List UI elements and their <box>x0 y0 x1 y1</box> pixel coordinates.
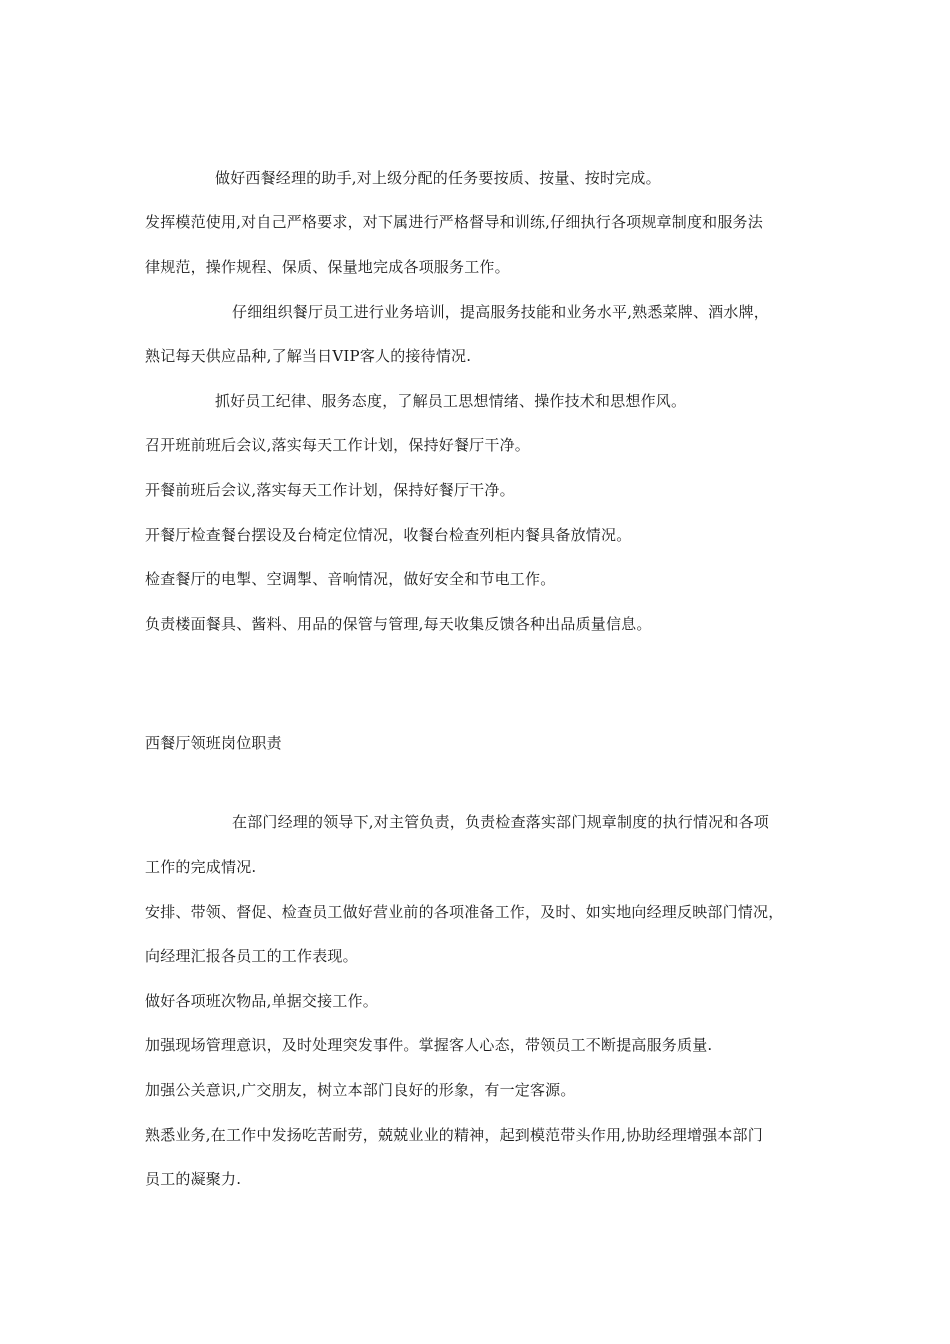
duty-line-8: 开餐前班后会议,落实每天工作计划，保持好餐厅干净。 <box>145 481 515 499</box>
duty-line-1: 做好西餐经理的助手,对上级分配的任务要按质、按量、按时完成。 <box>215 169 661 187</box>
leader-duty-line-4: 向经理汇报各员工的工作表现。 <box>145 947 358 965</box>
duty-line-3: 律规范，操作规程、保质、保量地完成各项服务工作。 <box>145 258 510 276</box>
duty-line-9: 开餐厅检查餐台摆设及台椅定位情况，收餐台检查列柜内餐具备放情况。 <box>145 526 632 544</box>
duty-line-10: 检查餐厅的电掣、空调掣、音响情况，做好安全和节电工作。 <box>145 570 556 588</box>
leader-duty-line-3: 安排、带领、督促、检查员工做好营业前的各项准备工作，及时、如实地向经理反映部门情况， <box>145 903 784 921</box>
leader-duty-line-8: 熟悉业务,在工作中发扬吃苦耐劳，兢兢业业的精神，起到模范带头作用,协助经理增强本部门 <box>145 1126 763 1144</box>
duty-line-4: 仔细组织餐厅员工进行业务培训，提高服务技能和业务水平,熟悉菜牌、酒水牌， <box>232 303 769 321</box>
leader-duty-line-5: 做好各项班次物品,单据交接工作。 <box>145 992 378 1010</box>
duty-line-6: 抓好员工纪律、服务态度，了解员工思想情绪、操作技术和思想作风。 <box>215 392 687 410</box>
duty-line-5: 熟记每天供应品种,了解当日VIP客人的接待情况. <box>145 347 472 365</box>
leader-duty-line-7: 加强公关意识,广交朋友，树立本部门良好的形象，有一定客源。 <box>145 1081 576 1099</box>
section-title: 西餐厅领班岗位职责 <box>145 734 282 752</box>
leader-duty-line-9: 员工的凝聚力. <box>145 1170 242 1188</box>
leader-duty-line-1: 在部门经理的领导下,对主管负责，负责检查落实部门规章制度的执行情况和各项 <box>232 813 769 831</box>
leader-duty-line-2: 工作的完成情况. <box>145 858 257 876</box>
duty-line-11: 负责楼面餐具、酱料、用品的保管与管理,每天收集反馈各种出品质量信息。 <box>145 615 652 633</box>
leader-duty-line-6: 加强现场管理意识，及时处理突发事件。掌握客人心态，带领员工不断提高服务质量. <box>145 1036 713 1054</box>
duty-line-7: 召开班前班后会议,落实每天工作计划，保持好餐厅干净。 <box>145 436 530 454</box>
duty-line-2: 发挥模范使用,对自己严格要求，对下属进行严格督导和训练,仔细执行各项规章制度和服务法 <box>145 213 763 231</box>
